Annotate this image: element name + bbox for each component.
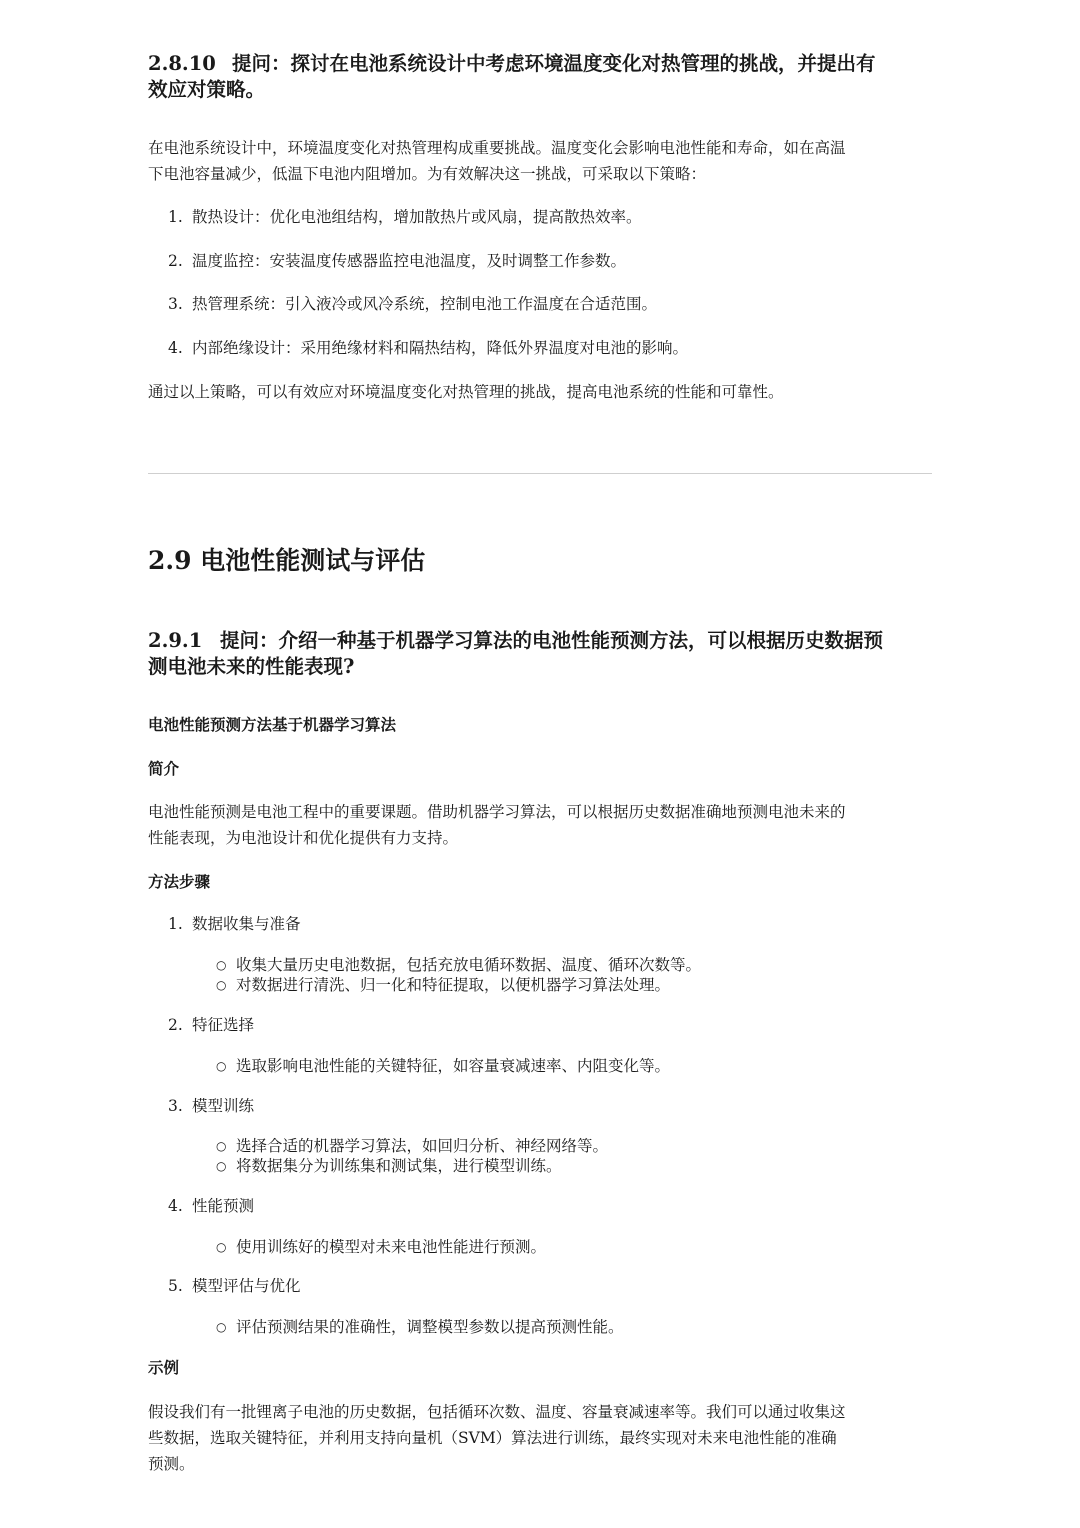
section-2-9-1-heading: [148, 628, 932, 680]
horizontal-divider: [148, 473, 932, 474]
step-number: 4.: [168, 1197, 183, 1215]
circle-bullet-icon: ○: [216, 958, 227, 972]
step-title: 模型评估与优化: [192, 1277, 301, 1295]
list-item: [168, 337, 688, 359]
circle-bullet-icon: ○: [216, 1240, 227, 1254]
circle-bullet-icon: ○: [216, 1059, 227, 1073]
intro-line-2: 性能表现，为电池设计和优化提供有力支持。: [148, 829, 459, 847]
example-line-2: 些数据，选取关键特征，并利用支持向量机（SVM）算法进行训练，最终实现对未来电池性能的准确: [148, 1429, 837, 1447]
list-text: 热管理系统：引入液冷或风冷系统，控制电池工作温度在合适范围。: [192, 295, 658, 313]
list-text: 内部绝缘设计：采用绝缘材料和隔热结构，降低外界温度对电池的影响。: [192, 339, 689, 357]
intro-line-1: 在电池系统设计中，环境温度变化对热管理构成重要挑战。温度变化会影响电池性能和寿命，如在高温: [148, 139, 846, 157]
bullet-text: 对数据进行清洗、归一化和特征提取，以便机器学习算法处理。: [236, 976, 671, 994]
step-number: 3.: [168, 1097, 183, 1115]
step-item: [168, 913, 301, 935]
step-title: 性能预测: [192, 1197, 255, 1215]
step-item: [168, 1014, 254, 1036]
step-title: 特征选择: [192, 1016, 255, 1034]
example-line-3: 预测。: [148, 1455, 195, 1473]
bullet-text: 收集大量历史电池数据，包括充放电循环数据、温度、循环次数等。: [236, 956, 702, 974]
list-item: [168, 250, 626, 272]
step-bullet: [216, 1317, 624, 1337]
step-title: 数据收集与准备: [192, 915, 301, 933]
step-title: 模型训练: [192, 1097, 255, 1115]
intro-paragraph: [148, 135, 932, 187]
bullet-text: 选取影响电池性能的关键特征，如容量衰减速率、内阻变化等。: [236, 1057, 671, 1075]
section-number: 2.9.1: [148, 629, 203, 652]
section-title-line2: 测电池未来的性能表现?: [148, 655, 355, 678]
list-number: 1.: [168, 208, 183, 226]
intro-line-2: 下电池容量减少，低温下电池内阻增加。为有效解决这一挑战，可采取以下策略：: [148, 165, 707, 183]
list-text: 温度监控：安装温度传感器监控电池温度，及时调整工作参数。: [192, 252, 627, 270]
intro-line-1: 电池性能预测是电池工程中的重要课题。借助机器学习算法，可以根据历史数据准确地预测电池未来的: [148, 803, 846, 821]
step-number: 1.: [168, 915, 183, 933]
intro-heading: 简介: [148, 759, 180, 778]
section-title-line1: 提问：介绍一种基于机器学习算法的电池性能预测方法，可以根据历史数据预: [220, 629, 884, 652]
bullet-text: 将数据集分为训练集和测试集，进行模型训练。: [236, 1157, 562, 1175]
list-item: [168, 293, 657, 315]
list-number: 3.: [168, 295, 183, 313]
list-number: 4.: [168, 339, 183, 357]
example-paragraph: [148, 1399, 932, 1477]
subtitle: 电池性能预测方法基于机器学习算法: [148, 715, 397, 734]
section-2-8-10-heading: [148, 51, 932, 103]
step-item: [168, 1195, 254, 1217]
step-bullet: [216, 975, 670, 995]
conclusion-paragraph: 通过以上策略，可以有效应对环境温度变化对热管理的挑战，提高电池系统的性能和可靠性。: [148, 383, 784, 401]
section-title-line2: 效应对策略。: [148, 78, 266, 101]
step-bullet: [216, 1237, 546, 1257]
step-number: 2.: [168, 1016, 183, 1034]
list-text: 散热设计：优化电池组结构，增加散热片或风扇，提高散热效率。: [192, 208, 642, 226]
bullet-text: 使用训练好的模型对未来电池性能进行预测。: [236, 1238, 547, 1256]
circle-bullet-icon: ○: [216, 1139, 227, 1153]
section-number: 2.8.10: [148, 52, 216, 75]
step-item: [168, 1275, 301, 1297]
list-number: 2.: [168, 252, 183, 270]
intro-paragraph: [148, 799, 932, 851]
circle-bullet-icon: ○: [216, 978, 227, 992]
example-line-1: 假设我们有一批锂离子电池的历史数据，包括循环次数、温度、容量衰减速率等。我们可以通过收集这: [148, 1403, 846, 1421]
step-bullet: [216, 1156, 562, 1176]
bullet-text: 选择合适的机器学习算法，如回归分析、神经网络等。: [236, 1137, 609, 1155]
step-bullet: [216, 1136, 608, 1156]
section-title-line1: 提问：探讨在电池系统设计中考虑环境温度变化对热管理的挑战，并提出有: [232, 52, 876, 75]
step-item: [168, 1095, 254, 1117]
circle-bullet-icon: ○: [216, 1320, 227, 1334]
step-number: 5.: [168, 1277, 183, 1295]
step-bullet: [216, 955, 701, 975]
steps-heading: 方法步骤: [148, 872, 211, 891]
bullet-text: 评估预测结果的准确性，调整模型参数以提高预测性能。: [236, 1318, 624, 1336]
circle-bullet-icon: ○: [216, 1159, 227, 1173]
section-2-9-heading: 2.9 电池性能测试与评估: [148, 546, 426, 575]
example-heading: 示例: [148, 1358, 180, 1377]
list-item: [168, 206, 642, 228]
step-bullet: [216, 1056, 670, 1076]
